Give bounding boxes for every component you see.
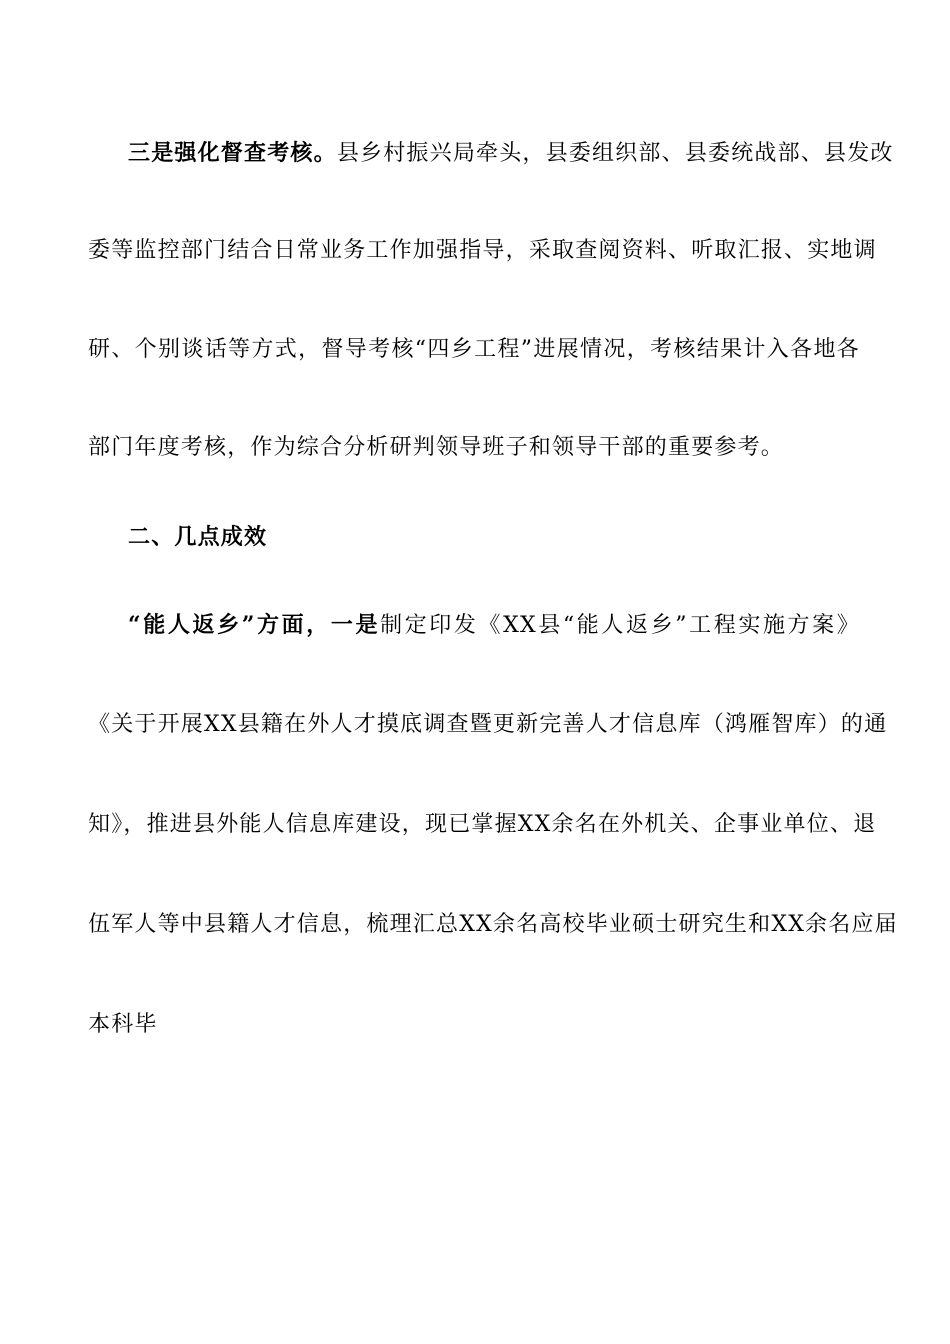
para1-line-2: 委等监控部门结合日常业务工作加强指导，采取查阅资料、听取汇报、实地调 (88, 238, 877, 263)
para1-line-3: 研、个别谈话等方式，督导考核“四乡工程”进展情况，考核结果计入各地各 (88, 337, 860, 362)
para1-lead: 三是强化督查考核。 (128, 140, 337, 166)
para2-lead: “能人返乡”方面，一是 (128, 612, 381, 638)
para2-line1-text: 制定印发《XX县“能人返乡”工程实施方案》 (380, 613, 860, 638)
para1-line-1 (128, 138, 894, 169)
para2-line-2: 《关于开展XX县籍在外人才摸底调查暨更新完善人才信息库（鸿雁智库）的通 (88, 712, 888, 737)
para2-line-5: 本科毕 (88, 1012, 158, 1037)
section-heading: 二、几点成效 (128, 524, 268, 550)
para1-line-4: 部门年度考核，作为综合分析研判领导班子和领导干部的重要参考。 (88, 435, 785, 460)
para1-line1-text: 县乡村振兴局牵头，县委组织部、县委统战部、县发改 (336, 141, 894, 166)
para2-line-1 (128, 610, 860, 641)
para2-line-3: 知》，推进县外能人信息库建设，现已掌握XX余名在外机关、企事业单位、退 (88, 812, 877, 837)
para2-line-4: 伍军人等中县籍人才信息，梳理汇总XX余名高校毕业硕士研究生和XX余名应届 (88, 912, 898, 937)
